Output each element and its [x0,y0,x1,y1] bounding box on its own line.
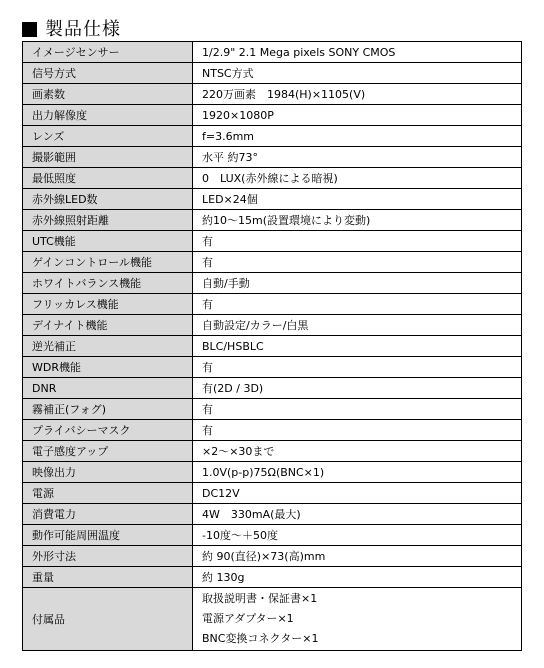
spec-label-accessories: 付属品 [23,588,193,651]
heading-text: 製品仕様 [45,19,121,40]
spec-value: 約 130g [193,567,522,588]
spec-row [23,84,522,105]
spec-label: フリッカレス機能 [23,294,193,315]
spec-label: 赤外線照射距離 [23,210,193,231]
spec-label: 撮影範囲 [23,147,193,168]
spec-label: 電子感度アップ [23,441,193,462]
spec-value: 自動/手動 [193,273,522,294]
spec-row [23,567,522,588]
spec-label: ゲインコントロール機能 [23,252,193,273]
spec-value: LED×24個 [193,189,522,210]
spec-row [23,231,522,252]
spec-row [23,147,522,168]
spec-label: 画素数 [23,84,193,105]
spec-value: 自動設定/カラー/白黒 [193,315,522,336]
spec-row [23,399,522,420]
square-bullet-icon [22,22,37,37]
spec-label: 電源 [23,483,193,504]
spec-value: 約10～15m(設置環境により変動) [193,210,522,231]
spec-label: イメージセンサー [23,42,193,63]
spec-table [22,41,522,651]
spec-value: NTSC方式 [193,63,522,84]
spec-label: 重量 [23,567,193,588]
spec-value: f=3.6mm [193,126,522,147]
spec-row [23,378,522,399]
spec-row [23,189,522,210]
spec-label: 映像出力 [23,462,193,483]
spec-value: 4W 330mA(最大) [193,504,522,525]
spec-value: 1920×1080P [193,105,522,126]
spec-row [23,462,522,483]
accessory-item: 電源アダプター×1 [202,612,294,625]
spec-value: DC12V [193,483,522,504]
spec-label: 出力解像度 [23,105,193,126]
accessory-item: BNC変換コネクター×1 [202,632,319,645]
spec-row [23,441,522,462]
spec-row [23,525,522,546]
section-heading [22,16,121,40]
spec-label: DNR [23,378,193,399]
spec-value: 有 [193,252,522,273]
spec-value: 有 [193,231,522,252]
spec-value: BLC/HSBLC [193,336,522,357]
spec-value: 220万画素 1984(H)×1105(V) [193,84,522,105]
spec-label: 赤外線LED数 [23,189,193,210]
spec-value: ×2～×30まで [193,441,522,462]
spec-value-accessories [193,588,522,651]
spec-value: 有 [193,294,522,315]
spec-label: UTC機能 [23,231,193,252]
spec-value: 0 LUX(赤外線による暗視) [193,168,522,189]
spec-value: 1/2.9" 2.1 Mega pixels SONY CMOS [193,42,522,63]
spec-row [23,504,522,525]
spec-row [23,42,522,63]
spec-label: 最低照度 [23,168,193,189]
spec-row [23,315,522,336]
spec-label: デイナイト機能 [23,315,193,336]
spec-row [23,336,522,357]
spec-label: WDR機能 [23,357,193,378]
spec-row [23,420,522,441]
spec-row [23,63,522,84]
spec-value: 約 90(直径)×73(高)mm [193,546,522,567]
spec-value: 有 [193,399,522,420]
spec-row [23,273,522,294]
spec-value: 有(2D / 3D) [193,378,522,399]
spec-row [23,546,522,567]
spec-label: 霧補正(フォグ) [23,399,193,420]
spec-value: 水平 約73° [193,147,522,168]
spec-value: 1.0V(p-p)75Ω(BNC×1) [193,462,522,483]
spec-row [23,168,522,189]
spec-label: ホワイトバランス機能 [23,273,193,294]
spec-value: 有 [193,357,522,378]
spec-label: レンズ [23,126,193,147]
spec-label: 信号方式 [23,63,193,84]
spec-row-accessories [23,588,522,651]
spec-row [23,252,522,273]
spec-label: 外形寸法 [23,546,193,567]
spec-row [23,357,522,378]
accessory-item: 取扱説明書・保証書×1 [202,592,318,605]
spec-table-body [23,42,522,651]
spec-label: プライバシーマスク [23,420,193,441]
spec-row [23,126,522,147]
spec-row [23,483,522,504]
spec-label: 動作可能周囲温度 [23,525,193,546]
spec-label: 逆光補正 [23,336,193,357]
spec-label: 消費電力 [23,504,193,525]
spec-value: 有 [193,420,522,441]
spec-row [23,294,522,315]
spec-value: -10度～＋50度 [193,525,522,546]
spec-row [23,210,522,231]
spec-row [23,105,522,126]
